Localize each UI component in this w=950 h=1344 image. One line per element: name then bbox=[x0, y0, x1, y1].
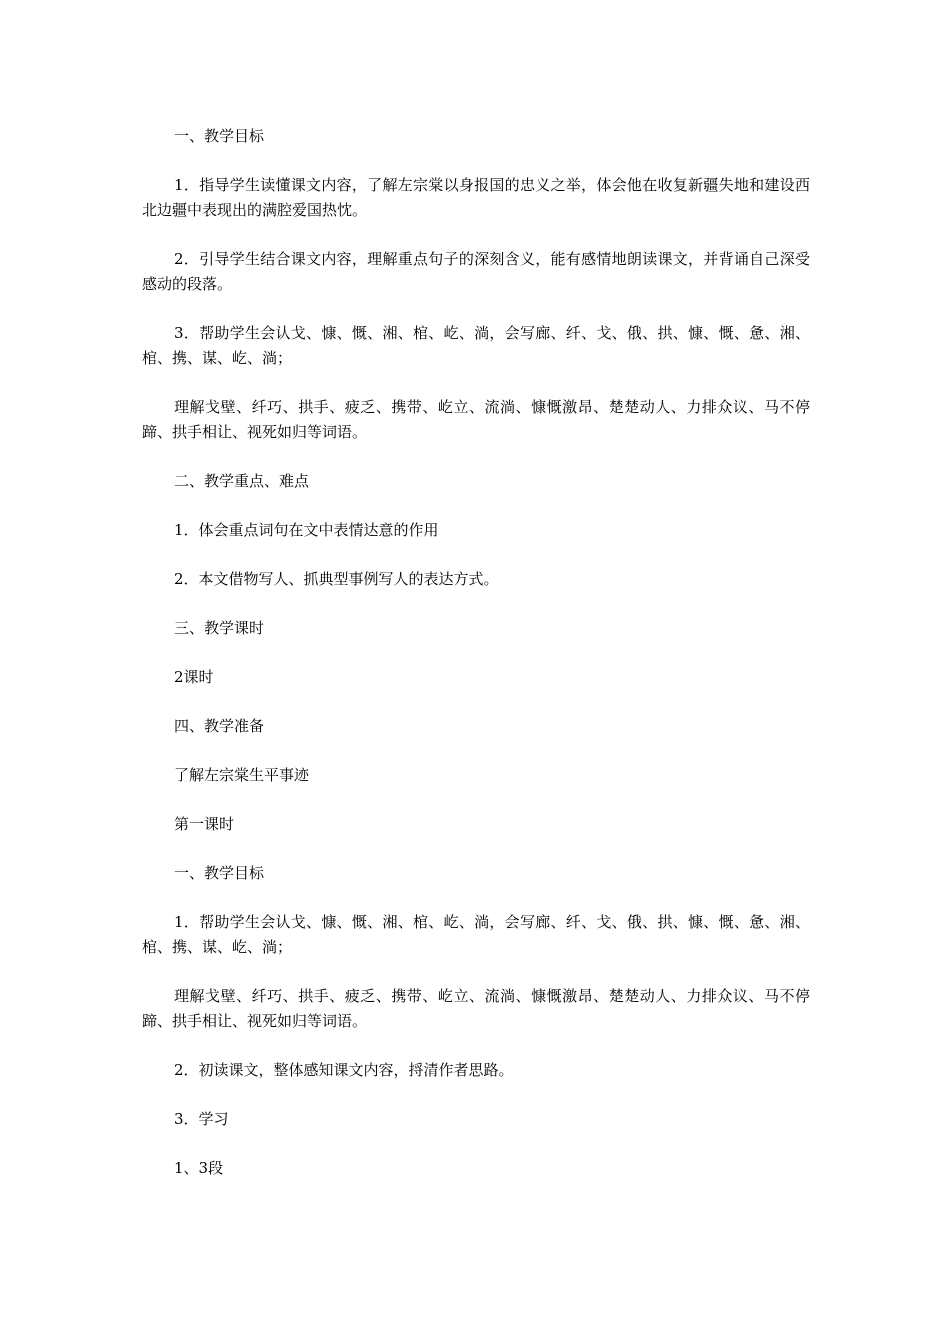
paragraph: 2．引导学生结合课文内容，理解重点句子的深刻含义，能有感情地朗读课文，并背诵自己深受感动的段落。 bbox=[142, 250, 810, 293]
section-heading: 一、教学目标 bbox=[174, 127, 265, 145]
paragraph: 了解左宗棠生平事迹 bbox=[174, 766, 310, 784]
paragraph: 1、3段 bbox=[174, 1159, 224, 1177]
paragraph: 1．体会重点词句在文中表情达意的作用 bbox=[174, 521, 439, 539]
section-heading: 二、教学重点、难点 bbox=[174, 472, 310, 490]
section-heading: 一、教学目标 bbox=[174, 864, 265, 882]
paragraph: 3．帮助学生会认戈、慷、慨、湘、棺、屹、淌，会写廊、纤、戈、俄、拱、慷、慨、惫、湘、棺、携、谋、屹、淌； bbox=[142, 324, 810, 367]
section-heading: 四、教学准备 bbox=[174, 717, 265, 735]
paragraph: 2．初读课文，整体感知课文内容，捋清作者思路。 bbox=[174, 1061, 514, 1079]
paragraph: 2课时 bbox=[174, 668, 214, 686]
paragraph: 理解戈壁、纤巧、拱手、疲乏、携带、屹立、流淌、慷慨激昂、楚楚动人、力排众议、马不停蹄、拱手相让、视死如归等词语。 bbox=[142, 398, 810, 441]
paragraph: 理解戈壁、纤巧、拱手、疲乏、携带、屹立、流淌、慷慨激昂、楚楚动人、力排众议、马不停蹄、拱手相让、视死如归等词语。 bbox=[142, 987, 810, 1030]
section-heading: 第一课时 bbox=[174, 815, 235, 833]
paragraph: 1．指导学生读懂课文内容，了解左宗棠以身报国的忠义之举，体会他在收复新疆失地和建设西北边疆中表现出的满腔爱国热忱。 bbox=[142, 176, 810, 219]
paragraph: 2．本文借物写人、抓典型事例写人的表达方式。 bbox=[174, 570, 499, 588]
section-heading: 三、教学课时 bbox=[174, 619, 265, 637]
paragraph: 1．帮助学生会认戈、慷、慨、湘、棺、屹、淌，会写廊、纤、戈、俄、拱、慷、慨、惫、湘、棺、携、谋、屹、淌； bbox=[142, 913, 810, 956]
document-body bbox=[142, 124, 810, 1205]
paragraph: 3．学习 bbox=[174, 1110, 229, 1128]
